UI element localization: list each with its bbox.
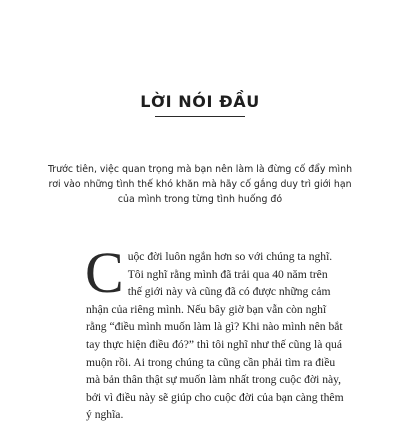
drop-cap-letter: C xyxy=(85,240,124,305)
body-paragraph-text: uộc đời luôn ngắn hơn so với chúng ta nghĩ. Tôi nghĩ rằng mình đã trải qua 40 năm trên thế giới này và cũng đã có được những cảm nhận của riêng mình. Nếu bây giờ bạn vẫn còn nghĩ rằng “điều mình muốn làm là gì? Khi nào mình nên bắt tay thực hiện điều đó?” thì tôi nghĩ như thế cũng là quá muộn rồi. Ai trong chúng ta cũng cần phải tìm ra điều mà bản thân thật sự muốn làm nhất trong cuộc đời này, bởi vì điều này sẽ giúp cho cuộc đời của bạn càng thêm ý nghĩa. xyxy=(86,250,344,422)
title-underline xyxy=(155,116,245,117)
epigraph-text: Trước tiên, việc quan trọng mà bạn nên làm là đừng cố đẩy mình rơi vào những tình thế khó khăn mà hãy cố gắng duy trì giới hạn của mình trong từng tình huống đó xyxy=(47,164,353,205)
body-paragraph xyxy=(85,240,344,424)
chapter-title: LỜI NÓI ĐẦU xyxy=(140,92,260,111)
